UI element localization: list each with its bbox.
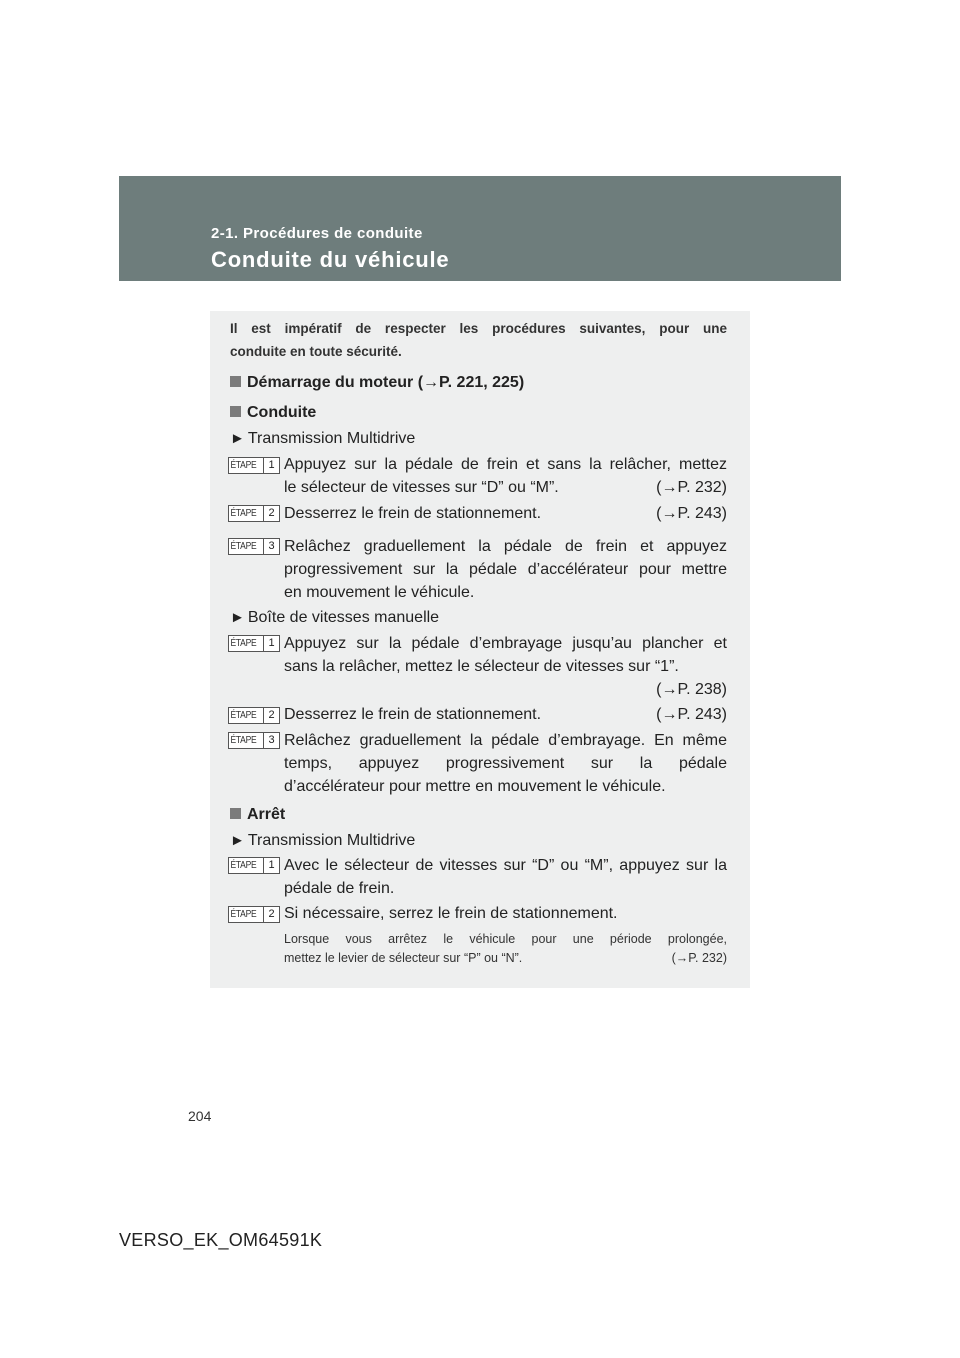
step-number: 2 xyxy=(263,907,279,922)
subheading-multidrive xyxy=(230,430,415,448)
step-text: progressivement sur la pédale d’accélérateur pour mettre xyxy=(284,561,727,578)
step-word: ÉTAPE xyxy=(230,909,257,920)
step-text: sans la relâcher, mettez le sélecteur de vitesses sur “1”. xyxy=(284,658,679,675)
step-text: d’accélérateur pour mettre en mouvement le véhicule. xyxy=(284,778,666,795)
step-number: 1 xyxy=(263,858,279,873)
step-number: 2 xyxy=(263,708,279,723)
intro-line: conduite en toute sécurité. xyxy=(230,344,402,359)
intro-line: Il est impératif de respecter les procédures suivantes, pour une xyxy=(230,321,727,336)
step-badge-1 xyxy=(228,635,280,652)
section-label: 2-1. Procédures de conduite xyxy=(211,225,423,242)
page-number: 204 xyxy=(188,1108,212,1124)
heading-text: Démarrage du moteur (→P. 221, 225) xyxy=(247,374,525,391)
subheading-text: Transmission Multidrive xyxy=(247,832,416,849)
step-number: 3 xyxy=(263,733,279,748)
step-number: 3 xyxy=(263,539,279,554)
step-number: 2 xyxy=(263,506,279,521)
step-text: Relâchez graduellement la pédale d’embrayage. En même xyxy=(284,732,727,749)
heading-driving xyxy=(230,404,316,422)
step-badge-1 xyxy=(228,457,280,474)
heading-stop xyxy=(230,806,285,824)
step-text: temps, appuyez progressivement sur la pédale xyxy=(284,755,727,772)
step-badge-2 xyxy=(228,906,280,923)
step-number: 1 xyxy=(263,636,279,651)
triangle-bullet-icon: ► xyxy=(230,430,245,447)
subheading-multidrive xyxy=(230,832,415,850)
page-reference: (→P. 232) xyxy=(671,951,727,965)
step-badge-1 xyxy=(228,857,280,874)
note-text: Lorsque vous arrêtez le véhicule pour une période prolongée, xyxy=(284,932,727,946)
step-word: ÉTAPE xyxy=(230,460,257,471)
step-text: Desserrez le frein de stationnement. xyxy=(284,505,542,522)
subheading-text: Transmission Multidrive xyxy=(247,430,416,447)
step-word: ÉTAPE xyxy=(230,541,257,552)
triangle-bullet-icon: ► xyxy=(230,609,245,626)
page-reference: (→P. 243) xyxy=(656,706,727,723)
page-reference: (→P. 232) xyxy=(656,479,727,496)
triangle-bullet-icon: ► xyxy=(230,832,245,849)
subheading-manual xyxy=(230,609,439,627)
page-reference: (→P. 243) xyxy=(656,505,727,522)
step-word: ÉTAPE xyxy=(230,638,257,649)
step-text: pédale de frein. xyxy=(284,880,395,897)
step-word: ÉTAPE xyxy=(230,860,257,871)
step-text: Si nécessaire, serrez le frein de stationnement. xyxy=(284,905,618,922)
note-text: mettez le levier de sélecteur sur “P” ou “N”. xyxy=(284,951,523,965)
step-text: Desserrez le frein de stationnement. xyxy=(284,706,542,723)
page-title: Conduite du véhicule xyxy=(211,247,450,272)
step-text: Avec le sélecteur de vitesses sur “D” ou “M”, appuyez sur la xyxy=(284,857,727,874)
step-word: ÉTAPE xyxy=(230,735,257,746)
step-text: Appuyez sur la pédale de frein et sans la relâcher, mettez xyxy=(284,456,727,473)
step-badge-2 xyxy=(228,707,280,724)
chapter-header xyxy=(119,176,841,281)
heading-text: Arrêt xyxy=(247,806,286,823)
page-reference: (→P. 238) xyxy=(656,681,727,698)
square-bullet-icon xyxy=(230,376,241,387)
square-bullet-icon xyxy=(230,808,241,819)
step-badge-3 xyxy=(228,732,280,749)
document-code: VERSO_EK_OM64591K xyxy=(119,1230,323,1250)
heading-text: Conduite xyxy=(247,404,317,421)
step-text: en mouvement le véhicule. xyxy=(284,584,475,601)
step-text: Appuyez sur la pédale d’embrayage jusqu’au plancher et xyxy=(284,635,727,652)
heading-engine-start xyxy=(230,374,524,392)
step-text: le sélecteur de vitesses sur “D” ou “M”. xyxy=(284,479,559,496)
procedure-panel xyxy=(210,311,750,988)
step-badge-2 xyxy=(228,505,280,522)
subheading-text: Boîte de vitesses manuelle xyxy=(247,609,440,626)
step-word: ÉTAPE xyxy=(230,508,257,519)
step-word: ÉTAPE xyxy=(230,710,257,721)
step-text: Relâchez graduellement la pédale de frein et appuyez xyxy=(284,538,727,555)
step-badge-3 xyxy=(228,538,280,555)
step-number: 1 xyxy=(263,458,279,473)
square-bullet-icon xyxy=(230,406,241,417)
